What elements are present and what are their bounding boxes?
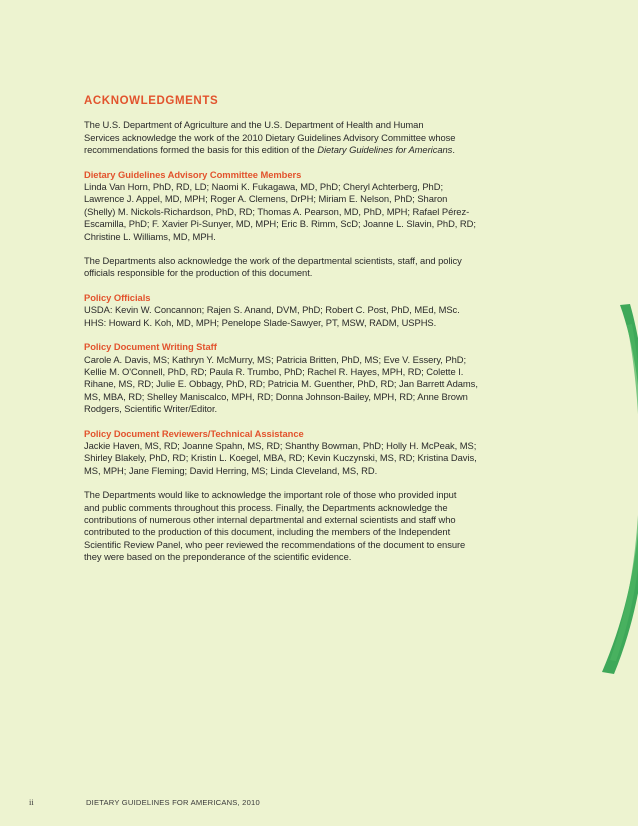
- writing-staff-line: Carole A. Davis, MS; Kathryn Y. McMurry, MS; Patricia Britten, PhD, MS; Eve V. Essery, PhD;: [84, 353, 467, 365]
- intro-line: The U.S. Department of Agriculture and the U.S. Department of Health and Human: [84, 119, 424, 131]
- writing-staff-line: Rihane, MS, RD; Julie E. Obbagy, PhD, RD; Patricia M. Guenther, PhD, RD; Jan Barrett Adams,: [84, 378, 478, 390]
- writing-staff-line: Rodgers, Scientific Writer/Editor.: [84, 403, 218, 415]
- reviewers-title: Policy Document Reviewers/Technical Assistance: [84, 427, 304, 439]
- committee-line: Linda Van Horn, PhD, RD, LD; Naomi K. Fukagawa, MD, PhD; Cheryl Achterberg, PhD;: [84, 181, 443, 193]
- closing-line: they were based on the preponderance of the scientific evidence.: [84, 551, 352, 563]
- footer-title: DIETARY GUIDELINES FOR AMERICANS, 2010: [86, 798, 260, 807]
- writing-staff-section: [84, 341, 488, 415]
- page-footer: [0, 797, 638, 811]
- departments-ack-line: The Departments also acknowledge the work of the departmental scientists, staff, and policy: [84, 255, 462, 267]
- departments-ack-line: officials responsible for the production of this document.: [84, 267, 313, 279]
- green-brush-swoosh-decoration: [580, 300, 638, 680]
- reviewers-line: Shirley Blakely, PhD, RD; Kristin L. Koegel, MBA, RD; Kevin Kuczynski, MS, RD; Kristina Davis,: [84, 452, 477, 464]
- page-number: ii: [29, 797, 34, 807]
- committee-title: Dietary Guidelines Advisory Committee Members: [84, 168, 302, 180]
- intro-line: Services acknowledge the work of the 2010 Dietary Guidelines Advisory Committee whose: [84, 131, 456, 143]
- writing-staff-title: Policy Document Writing Staff: [84, 341, 217, 353]
- reviewers-line: MS, MPH; Jane Fleming; David Herring, MS; Linda Cleveland, MS, RD.: [84, 464, 378, 476]
- committee-line: Lawrence J. Appel, MD, MPH; Roger A. Clemens, DrPH; Miriam E. Nelson, PhD; Sharon: [84, 193, 448, 205]
- committee-line: (Shelly) M. Nickols-Richardson, PhD, RD; Thomas A. Pearson, MD, PhD, MPH; Rafael Pérez-: [84, 205, 470, 217]
- policy-officials-line: USDA: Kevin W. Concannon; Rajen S. Anand, DVM, PhD; Robert C. Post, PhD, MEd, MSc.: [84, 304, 460, 316]
- writing-staff-line: MS, MBA, RD; Shelley Maniscalco, MPH, RD; Donna Johnson-Bailey, MPH, RD; Anne Brown: [84, 390, 468, 402]
- page-heading: ACKNOWLEDGMENTS: [84, 95, 219, 107]
- intro-line: [84, 144, 488, 156]
- closing-line: and public comments throughout this process. Finally, the Departments acknowledge the: [84, 501, 448, 513]
- committee-line: Escamilla, PhD; F. Xavier Pi-Sunyer, MD, MPH; Eric B. Rimm, ScD; Joanne L. Slavin, PhD, RD;: [84, 218, 476, 230]
- publication-title: Dietary Guidelines for Americans: [317, 144, 453, 156]
- closing-line: contributed to the production of this document, including the members of the Independent: [84, 526, 451, 538]
- committee-line: Christine L. Williams, MD, MPH.: [84, 230, 216, 242]
- policy-officials-section: [84, 292, 488, 329]
- closing-paragraph: [84, 489, 488, 563]
- intro-line-suffix: .: [452, 144, 455, 156]
- closing-line: Scientific Review Panel, who peer reviewed the recommendations of the document to ensure: [84, 538, 466, 550]
- policy-officials-line: HHS: Howard K. Koh, MD, MPH; Penelope Slade-Sawyer, PT, MSW, RADM, USPHS.: [84, 316, 437, 328]
- departments-ack-paragraph: [84, 255, 488, 280]
- intro-paragraph: [84, 119, 488, 156]
- intro-line-prefix: recommendations formed the basis for this edition of the: [84, 144, 318, 156]
- committee-section: [84, 169, 488, 243]
- acknowledgments-content: [84, 95, 488, 576]
- closing-line: contributions of numerous other internal departmental and external scientists and staff who: [84, 513, 456, 525]
- policy-officials-title: Policy Officials: [84, 291, 151, 303]
- writing-staff-line: Kellie M. O'Connell, PhD, RD; Paula R. Trumbo, PhD; Rachel R. Hayes, MPH, RD; Colette I.: [84, 365, 464, 377]
- closing-line: The Departments would like to acknowledge the important role of those who provided input: [84, 489, 457, 501]
- reviewers-section: [84, 428, 488, 478]
- reviewers-line: Jackie Haven, MS, RD; Joanne Spahn, MS, RD; Shanthy Bowman, PhD; Holly H. McPeak, MS;: [84, 439, 477, 451]
